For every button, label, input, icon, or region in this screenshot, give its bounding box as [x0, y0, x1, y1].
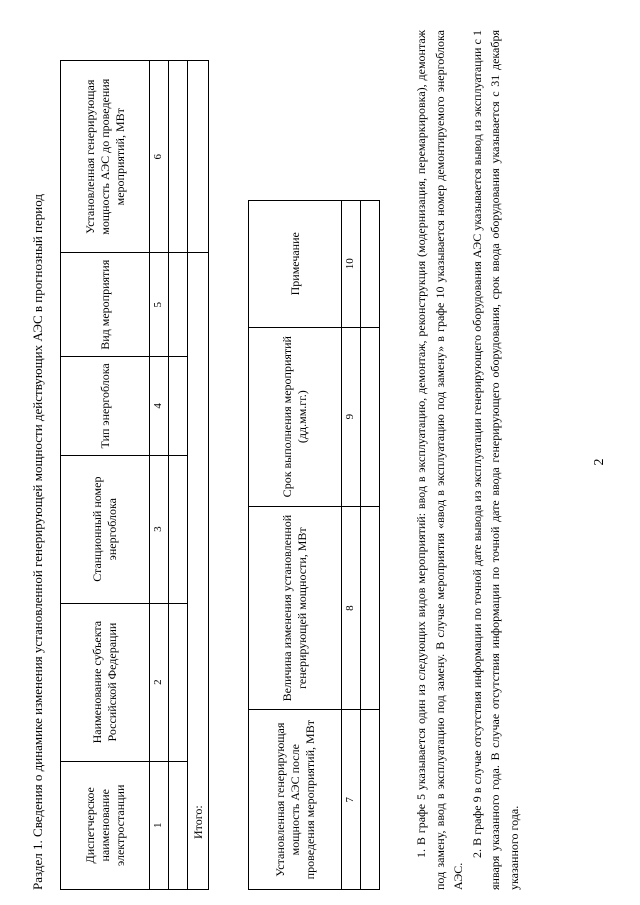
column-number: 1: [150, 761, 169, 889]
header-unit-type: Тип энергоблока: [61, 357, 150, 456]
column-number: 3: [150, 455, 169, 603]
notes-section: [412, 30, 524, 890]
table-header-row: [61, 61, 150, 890]
column-numbers-row: [342, 201, 361, 890]
table-cell: [361, 506, 380, 710]
header-deadline: Срок выполнения мероприятий (дд.мм.гг.): [249, 327, 342, 506]
total-row: [188, 61, 209, 890]
measures-table-part-2: [248, 200, 380, 890]
table-cell: [169, 253, 188, 357]
table-cell: [169, 761, 188, 889]
header-capacity-change: Величина изменения установленной генерирующей мощности, МВт: [249, 506, 342, 710]
header-region: Наименование субъекта Российской Федерации: [61, 603, 150, 761]
header-note: Примечание: [249, 201, 342, 328]
table-cell: [169, 61, 188, 253]
table-row: [169, 61, 188, 890]
table-cell: [361, 710, 380, 890]
header-capacity-after: Установленная генерирующая мощность АЭС после проведения мероприятий, МВт: [249, 710, 342, 890]
column-number: 4: [150, 357, 169, 456]
table-cell: [361, 327, 380, 506]
table-row: [361, 201, 380, 890]
note-paragraph-1: 1. В графе 5 указывается один из следующих видов мероприятий: ввод в эксплуатацию, демонтаж, реконструкция (модернизация, перемаркировка), демонтаж под замену, ввод в эксплуатацию под замену. В случае мероприятия «ввод в эксплуатацию под замену» в графе 10 указывается номер демонтируемого энергоблока АЭС.: [414, 30, 466, 890]
section-title: Раздел 1. Сведения о динамике изменения установленной генерирующей мощности действующих АЭС в прогнозный период: [30, 194, 45, 890]
measures-table-part-1: [60, 60, 209, 890]
table-cell: [169, 357, 188, 456]
page-number: 2: [592, 458, 607, 466]
rotated-page-content: [30, 30, 630, 890]
column-number: 8: [342, 506, 361, 710]
total-value-cell: [188, 61, 209, 253]
column-number: 5: [150, 253, 169, 357]
column-number: 10: [342, 201, 361, 328]
total-label: Итого:: [188, 253, 209, 890]
note-paragraph-2: 2. В графе 9 в случае отсутствия информации по точной дате вывода из эксплуатации генерирующего оборудования АЭС указывается вывод из эксплуатации с 1 января указанного года. В случае отсутствия информации по точной дате ввода генерирующего оборудования, срок ввода оборудования указывается с 31 декабря указанного года.: [469, 30, 521, 890]
column-number: 6: [150, 61, 169, 253]
header-plant-name: Диспетчерское наименование электростанции: [61, 761, 150, 889]
column-numbers-row: [150, 61, 169, 890]
table-cell: [169, 603, 188, 761]
header-capacity-before: Установленная генерирующая мощность АЭС до проведения мероприятий, МВт: [61, 61, 150, 253]
header-measure-type: Вид мероприятия: [61, 253, 150, 357]
header-unit-number: Станционный номер энергоблока: [61, 455, 150, 603]
column-number: 9: [342, 327, 361, 506]
table-cell: [361, 201, 380, 328]
column-number: 7: [342, 710, 361, 890]
column-number: 2: [150, 603, 169, 761]
table-cell: [169, 455, 188, 603]
table-header-row: [249, 201, 342, 890]
